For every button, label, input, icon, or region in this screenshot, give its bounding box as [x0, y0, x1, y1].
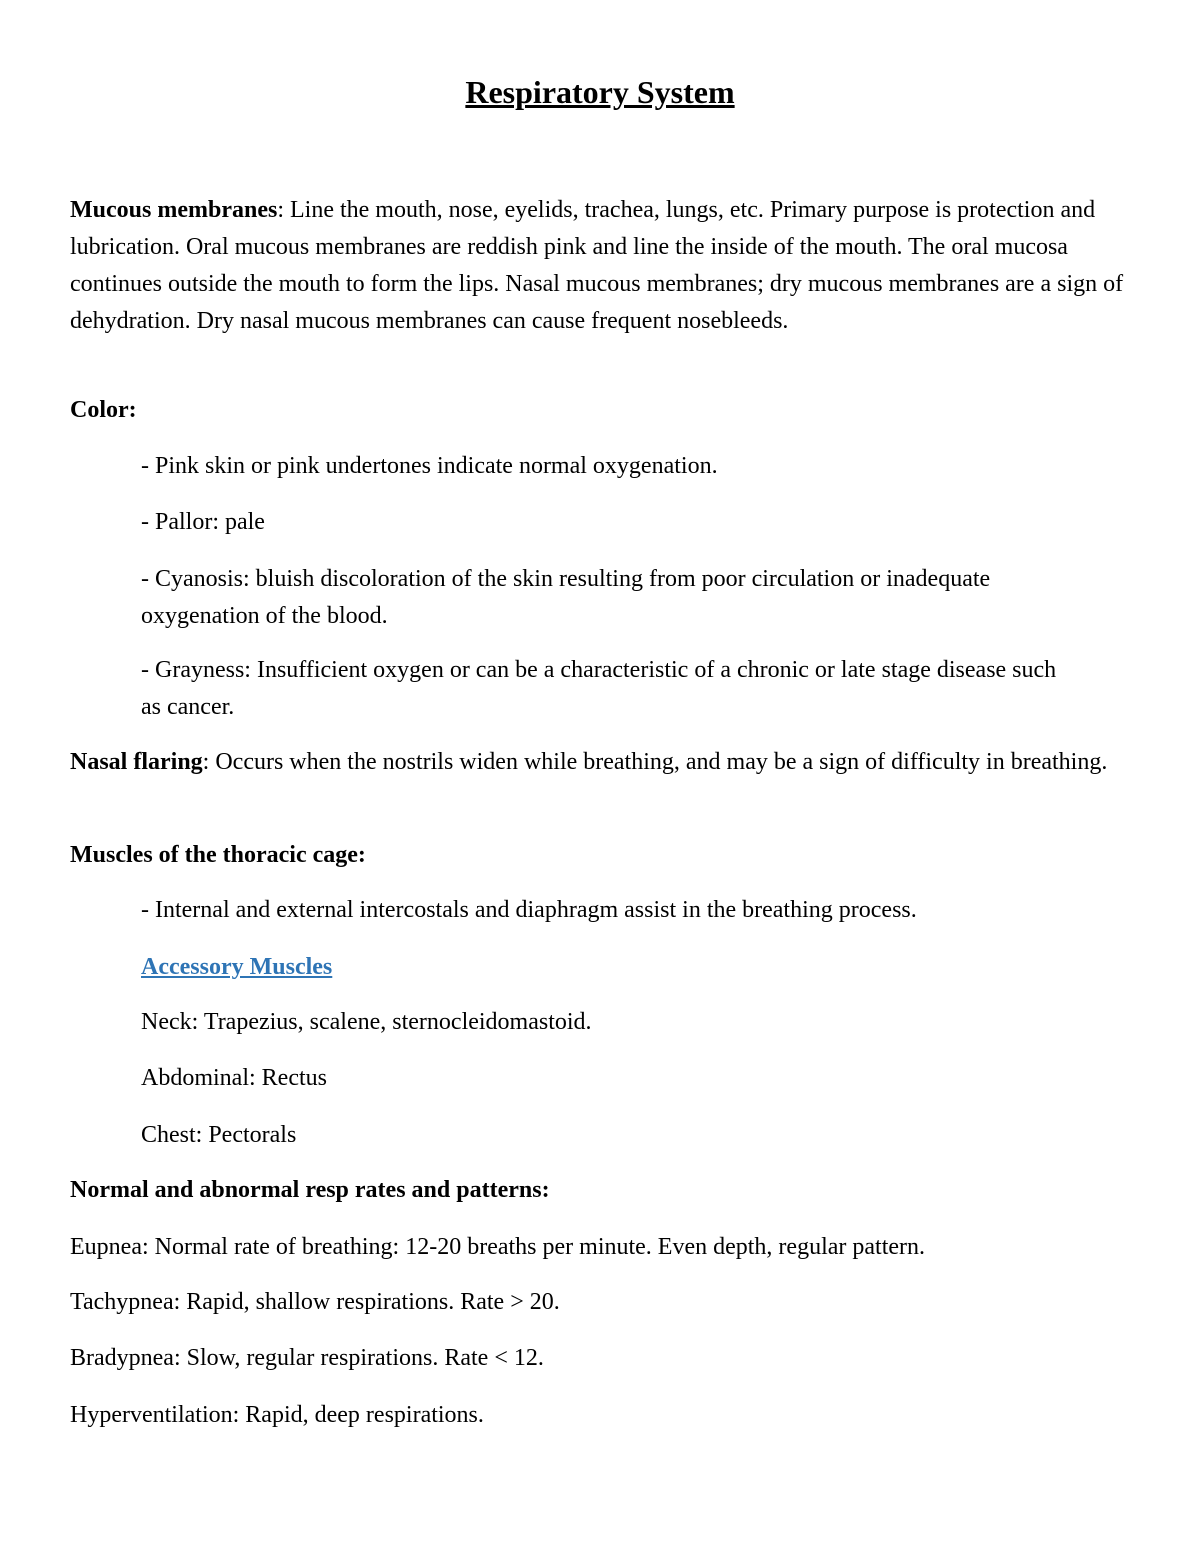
resp-tachypnea: Tachypnea: Rapid, shallow respirations. Rate > 20.: [70, 1289, 560, 1315]
accessory-chest: Chest: Pectorals: [141, 1122, 297, 1148]
nasal-flaring-term: Nasal flaring: [70, 749, 203, 775]
thoracic-heading: Muscles of the thoracic cage:: [70, 842, 366, 868]
accessory-muscles-link[interactable]: Accessory Muscles: [141, 954, 333, 980]
color-heading: Color:: [70, 397, 137, 423]
color-item-pink: - Pink skin or pink undertones indicate normal oxygenation.: [141, 453, 718, 479]
resp-bradypnea: Bradypnea: Slow, regular respirations. Rate < 12.: [70, 1345, 544, 1371]
resp-heading: Normal and abnormal resp rates and patterns:: [70, 1177, 550, 1203]
resp-eupnea: Eupnea: Normal rate of breathing: 12-20 breaths per minute. Even depth, regular pattern.: [70, 1234, 926, 1260]
color-item-cyanosis: - Cyanosis: bluish discoloration of the skin resulting from poor circulation or inadequate oxygenation of the blood.: [141, 566, 991, 629]
color-item-pallor: - Pallor: pale: [141, 509, 265, 535]
accessory-neck: Neck: Trapezius, scalene, sternocleidomastoid.: [141, 1009, 592, 1035]
thoracic-item: - Internal and external intercostals and diaphragm assist in the breathing process.: [141, 897, 917, 923]
color-item-grayness: - Grayness: Insufficient oxygen or can be a characteristic of a chronic or late stage disease such as cancer.: [141, 657, 1057, 720]
accessory-abdominal: Abdominal: Rectus: [141, 1065, 327, 1091]
page-title: Respiratory System: [465, 74, 735, 110]
mucous-membranes-paragraph: [70, 192, 1130, 340]
nasal-flaring-paragraph: [70, 744, 1130, 781]
mucous-membranes-term: Mucous membranes: [70, 197, 278, 223]
mucous-membranes-text: : Line the mouth, nose, eyelids, trachea, lungs, etc. Primary purpose is protection and lubrication. Oral mucous membranes are reddish pink and line the inside of the mouth. The oral mucosa continues outside the mouth to form the lips. Nasal mucous membranes; dry mucous membranes are a sign of dehydration. Dry nasal mucous membranes can cause frequent nosebleeds.: [70, 197, 1124, 334]
resp-hyperventilation: Hyperventilation: Rapid, deep respirations.: [70, 1402, 484, 1428]
nasal-flaring-text: : Occurs when the nostrils widen while breathing, and may be a sign of difficulty in breathing.: [202, 749, 1108, 775]
accessory-muscles-row: [141, 949, 1131, 986]
